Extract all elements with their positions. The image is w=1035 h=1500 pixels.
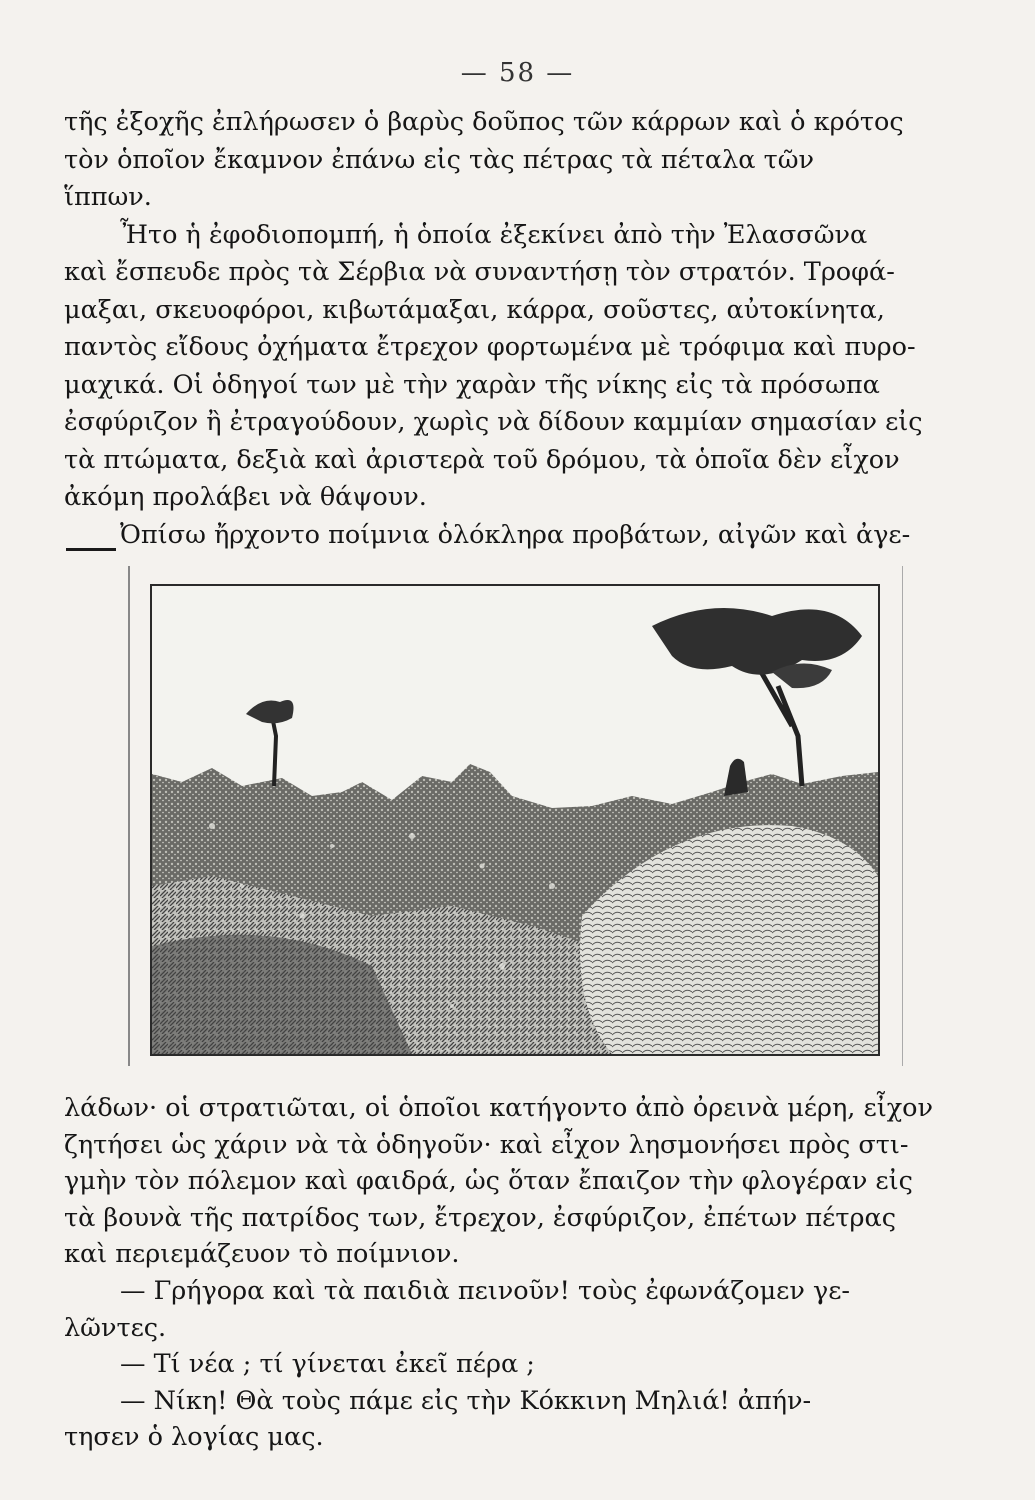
text-line: τὰ πτώματα, δεξιὰ καὶ ἀριστερὰ τοῦ δρόμου, τὰ ὁποῖα δὲν εἶχον xyxy=(64,444,900,475)
text-line: Ὀπίσω ἤρχοντο ποίμνια ὁλόκληρα προβάτων, αἰγῶν καὶ ἀγε- xyxy=(120,519,911,550)
text-line: ἀκόμη προλάβει νὰ θάψουν. xyxy=(64,482,427,512)
text-line: μαξαι, σκευοφόροι, κιβωτάμαξαι, κάρρα, σοῦστες, αὐτοκίνητα, xyxy=(64,294,885,325)
dialogue-line: — Νίκη! Θὰ τοὺς πάμε εἰς τὴν Κόκκινη Μηλιά! ἀπήν- xyxy=(120,1385,812,1416)
page-number: — 58 — xyxy=(460,58,575,88)
text-line: γμὴν τὸν πόλεμον καὶ φαιδρά, ὡς ὅταν ἔπαιζον τὴν φλογέραν εἰς xyxy=(64,1166,913,1197)
text-line: τὰ βουνὰ τῆς πατρίδος των, ἔτρεχον, ἐσφύριζον, ἐπέτων πέτρας xyxy=(64,1202,896,1233)
text-line: μαχικά. Οἱ ὁδηγοί των μὲ τὴν χαρὰν τῆς νίκης εἰς τὰ πρόσωπα xyxy=(64,369,880,400)
separator-rule xyxy=(66,548,116,551)
text-line: παντὸς εἴδους ὀχήματα ἔτρεχον φορτωμένα μὲ τρόφιμα καὶ πυρο- xyxy=(64,332,916,362)
bottom-paragraphs xyxy=(64,1090,964,1456)
text-line: καὶ ἔσπευδε πρὸς τὰ Σέρβια νὰ συναντήσῃ τὸν στρατόν. Τροφά- xyxy=(64,257,895,287)
text-line: τησεν ὁ λογίας μας. xyxy=(64,1422,324,1453)
text-line: λάδων· οἱ στρατιῶται, οἱ ὁποῖοι κατήγοντο ἀπὸ ὀρεινὰ μέρη, εἶχον xyxy=(64,1093,934,1123)
text-line: ζητήσει ὡς χάριν νὰ τὰ ὁδηγοῦν· καὶ εἶχον λησμονήσει πρὸς στι- xyxy=(64,1129,909,1160)
text-line: τῆς ἐξοχῆς ἐπλήρωσεν ὁ βαρὺς δοῦπος τῶν κάρρων καὶ ὁ κρότος xyxy=(64,107,904,137)
text-line: λῶντες. xyxy=(64,1312,167,1343)
top-paragraphs xyxy=(64,104,964,554)
landscape-photo xyxy=(150,584,880,1056)
text-line: τὸν ὁποῖον ἔκαμνον ἐπάνω εἰς τὰς πέτρας τὰ πέταλα τῶν xyxy=(64,144,815,175)
dialogue-line: — Γρήγορα καὶ τὰ παιδιὰ πεινοῦν! τοὺς ἐφωνάζομεν γε- xyxy=(120,1275,851,1306)
text-line: ἐσφύριζον ἢ ἐτραγούδουν, χωρὶς νὰ δίδουν καμμίαν σημασίαν εἰς xyxy=(64,407,923,437)
text-line: καὶ περιεμάζευον τὸ ποίμνιον. xyxy=(64,1239,460,1270)
landscape-illustration xyxy=(152,586,878,1054)
text-line: Ἦτο ἡ ἐφοδιοπομπή, ἡ ὁποία ἐξεκίνει ἀπὸ τὴν Ἐλασσῶνα xyxy=(120,219,868,250)
dialogue-line: — Τί νέα ; τί γίνεται ἐκεῖ πέρα ; xyxy=(120,1349,535,1380)
text-line: ἵππων. xyxy=(64,182,152,212)
